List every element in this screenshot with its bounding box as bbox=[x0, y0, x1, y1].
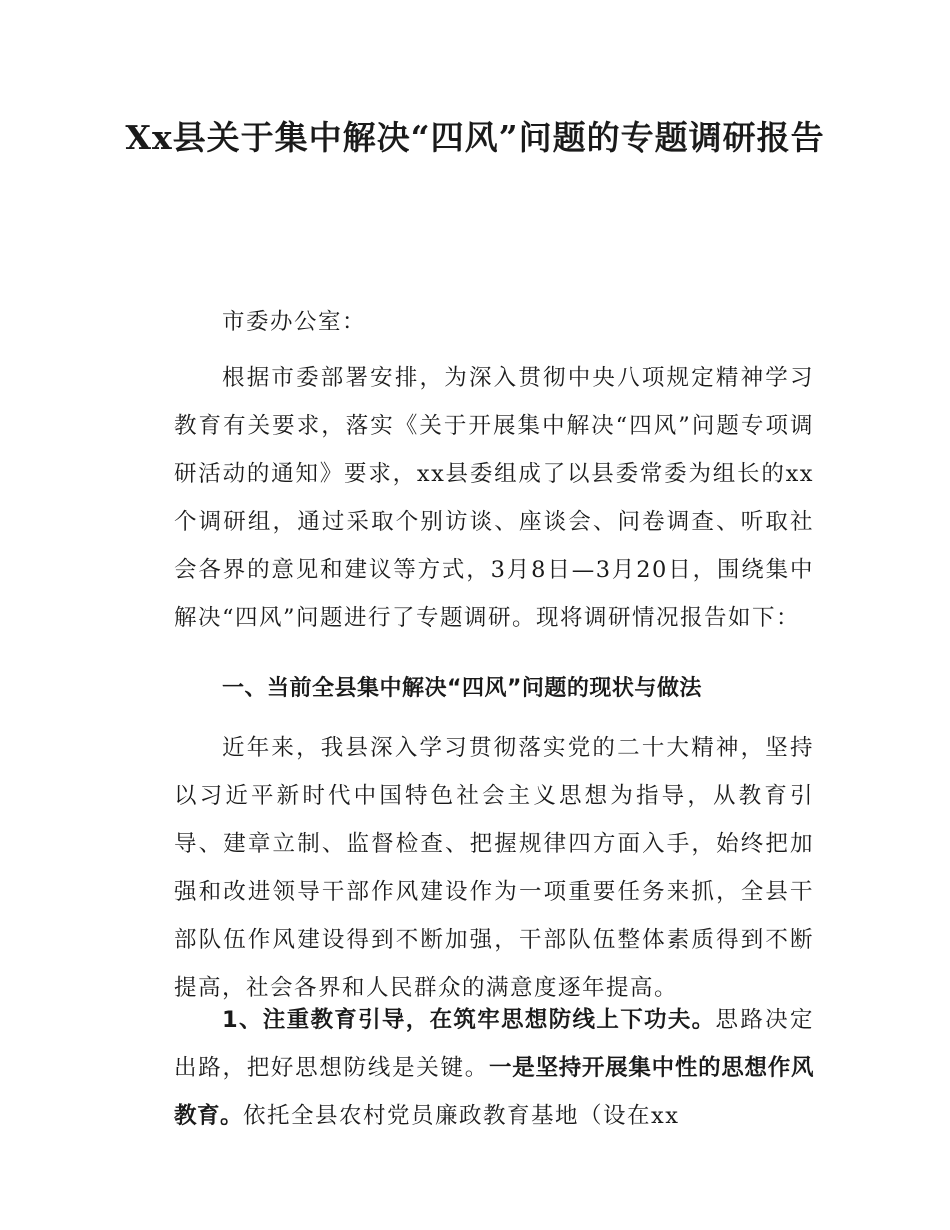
point-1-heading: 1、注重教育引导，在筑牢思想防线上下功夫。 bbox=[222, 1007, 716, 1033]
salutation-text: 市委办公室： bbox=[222, 309, 367, 335]
point-1-subheading: 一是坚持开展集中性的思想作风教育。 bbox=[174, 1055, 814, 1129]
point-1-text-2: 依托全县农村党员廉政教育基地（设在xx bbox=[243, 1103, 680, 1129]
section-heading-1: 一、当前全县集中解决“四风”问题的现状与做法 bbox=[222, 676, 702, 701]
intro-paragraph: 根据市委部署安排，为深入贯彻中央八项规定精神学习教育有关要求，落实《关于开展集中解决“四风”问题专项调研活动的通知》要求，xx县委组成了以县委常委为组长的xx个调研组，通过采取个别访谈、座谈会、问卷调查、听取社会各界的意见和建议等方式，3月8日—3月20日，围绕集中解决“四风”问题进行了专题调研。现将调研情况报告如下： bbox=[174, 365, 814, 631]
point-1-paragraph bbox=[174, 996, 814, 1140]
salutation bbox=[174, 298, 814, 346]
point-1-text-1: 思路决定出路，把好思想防线是关键。 bbox=[174, 1007, 814, 1081]
document-title: Xx县关于集中解决“四风”问题的专题调研报告 bbox=[125, 118, 825, 157]
section-1-paragraph: 近年来，我县深入学习贯彻落实党的二十大精神，坚持以习近平新时代中国特色社会主义思想为指导，从教育引导、建章立制、监督检查、把握规律四方面入手，始终把加强和改进领导干部作风建设作为一项重要任务来抓，全县干部队伍作风建设得到不断加强，干部队伍整体素质得到不断提高，社会各界和人民群众的满意度逐年提高。 bbox=[174, 735, 814, 1001]
